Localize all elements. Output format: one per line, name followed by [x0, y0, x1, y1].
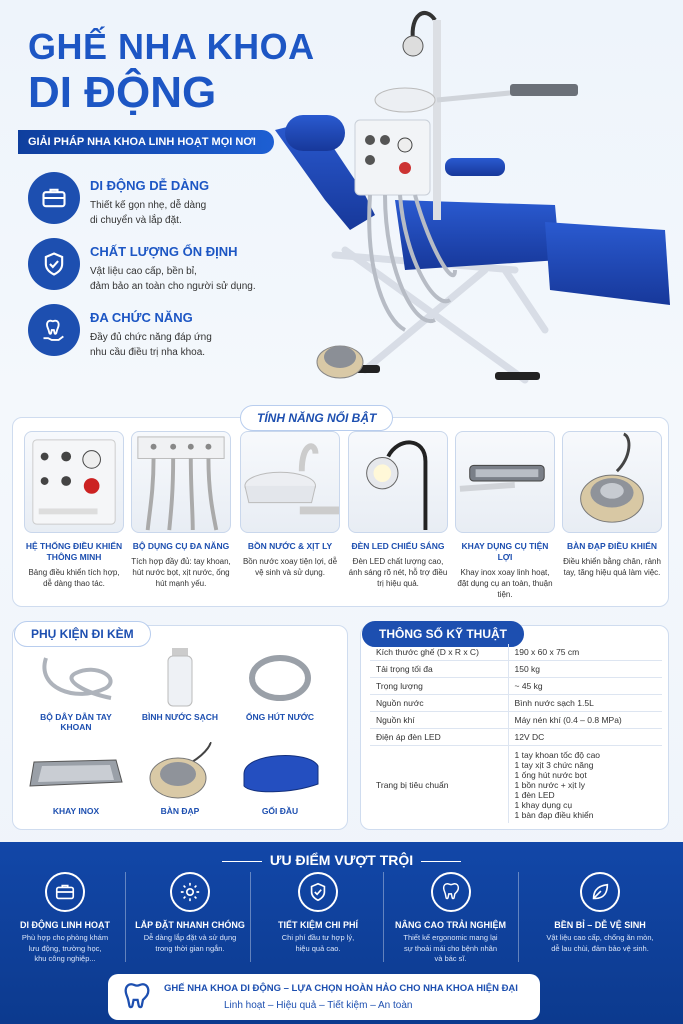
highlight-title: BÀN ĐẠP ĐIỀU KHIỂN — [566, 541, 658, 551]
inox-tray-image — [26, 742, 126, 802]
hero-feature-desc: Thiết kế gọn nhẹ, dễ dàng di chuyển và lắp đặt. — [90, 200, 207, 226]
advantage-desc: Chi phí đầu tư hợp lý, hiệu quả cao. — [281, 933, 355, 953]
slogan-box — [108, 974, 540, 1020]
highlight-title: BỘ DỤNG CỤ ĐA NĂNG — [132, 541, 230, 551]
hero-feature-desc: Đầy đủ chức năng đáp ứng nhu cầu điều trị nha khoa. — [90, 332, 212, 358]
spec-row: Tải trọng tối đa 150 kg — [370, 661, 662, 678]
suction-hose-image — [230, 648, 330, 708]
highlight-card-pedal — [562, 431, 662, 578]
advantage-desc: Dễ dàng lắp đặt và sử dụng trong thời gian ngắn. — [143, 933, 237, 953]
accessory-pedal — [130, 742, 230, 816]
slogan-sub: Linh hoạt – Hiệu quả – Tiết kiệm – An toàn — [224, 1000, 413, 1011]
divider — [125, 872, 126, 962]
spec-row: Trọng lượng ~ 45 kg — [370, 678, 662, 695]
dental-chair-image — [255, 0, 683, 400]
accessory-label: BÌNH NƯỚC SẠCH — [141, 712, 219, 722]
briefcase-icon — [45, 872, 85, 912]
briefcase-icon — [28, 172, 80, 224]
highlight-desc: Bảng điều khiển tích hợp, dễ dàng thao tác. — [28, 568, 120, 588]
highlight-title: ĐÈN LED CHIẾU SÁNG — [351, 541, 445, 551]
control-panel-image — [24, 431, 124, 533]
instrument-tray-image — [455, 431, 555, 533]
hero-feature-title: DI ĐỘNG DỄ DÀNG — [90, 178, 210, 193]
accessory-label: KHAY INOX — [52, 806, 100, 816]
accessory-label: BỘ DÂY DẪN TAY KHOAN — [40, 712, 112, 732]
advantage-install — [130, 872, 250, 954]
highlight-desc: Đèn LED chất lượng cao, ánh sáng rõ nét, hỗ trợ điều trị hiệu quả. — [348, 557, 448, 588]
accessory-label: GỐI ĐẦU — [261, 806, 299, 816]
advantage-durable — [530, 872, 670, 954]
highlight-desc: Tích hợp đầy đủ: tay khoan, hút nước bọt, xịt nước, ống hút mạnh yếu. — [131, 557, 231, 588]
accessory-label: BÀN ĐẠP — [160, 806, 200, 816]
accessory-suction-hose — [230, 648, 330, 722]
advantage-desc: Phù hợp cho phòng khám lưu động, trường học, khu công nghiệp... — [21, 933, 109, 963]
spec-row: Kích thước ghế (D x R x C) 190 x 60 x 75 cm — [370, 644, 662, 661]
accessory-headrest — [230, 742, 330, 816]
slogan-main: GHẾ NHA KHOA DI ĐỘNG – LỰA CHỌN HOÀN HẢO CHO NHA KHOA HIỆN ĐẠI — [164, 983, 518, 994]
led-lamp-image — [348, 431, 448, 533]
title-line-2: DI ĐỘNG — [28, 68, 217, 117]
divider — [250, 872, 251, 962]
accessory-water-bottle — [130, 648, 230, 722]
foot-pedal-image — [562, 431, 662, 533]
advantage-title: TIẾT KIỆM CHI PHÍ — [277, 920, 358, 930]
instrument-set-image — [131, 431, 231, 533]
specs-table — [370, 644, 662, 823]
tooth-icon — [431, 872, 471, 912]
accessory-handpiece-tubing — [26, 648, 126, 732]
highlight-desc: Điều khiển bằng chân, rảnh tay, tăng hiệu quả làm việc. — [563, 557, 661, 577]
advantage-mobility — [5, 872, 125, 965]
advantage-title: BỀN BỈ – DỄ VỆ SINH — [554, 920, 646, 930]
advantage-experience — [388, 872, 513, 965]
advantage-title: LẮP ĐẶT NHANH CHÓNG — [135, 920, 245, 930]
water-bottle-image — [130, 648, 230, 708]
leaf-icon — [580, 872, 620, 912]
tagline-banner: GIẢI PHÁP NHA KHOA LINH HOẠT MỌI NƠI — [18, 130, 274, 154]
headrest-image — [230, 742, 330, 802]
spec-row: Điện áp đèn LED 12V DC — [370, 729, 662, 746]
highlight-title: BỒN NƯỚC & XỊT LY — [247, 541, 333, 551]
hero-feature-title: ĐA CHỨC NĂNG — [90, 310, 193, 325]
gear-icon — [170, 872, 210, 912]
highlight-title: HỆ THỐNG ĐIỀU KHIỂN THÔNG MINH — [25, 541, 123, 562]
highlight-card-instruments — [131, 431, 231, 589]
hero-feature-desc: Vật liệu cao cấp, bền bỉ, đảm bảo an toàn cho người sử dụng. — [90, 266, 256, 292]
advantage-desc: Vật liệu cao cấp, chống ăn mòn, dễ lau chùi, đảm bảo vệ sinh. — [546, 933, 654, 953]
shield-check-icon — [298, 872, 338, 912]
pedal-image — [130, 742, 230, 802]
accessory-label: ỐNG HÚT NƯỚC — [245, 712, 315, 722]
advantage-desc: Thiết kế ergonomic mang lại sự thoải mái cho bệnh nhân và bác sĩ. — [403, 933, 498, 963]
water-basin-image — [240, 431, 340, 533]
highlight-desc: Bồn nước xoay tiện lợi, dễ vệ sinh và sử dụng. — [242, 557, 338, 577]
divider — [383, 872, 384, 962]
accessory-inox-tray — [26, 742, 126, 816]
tooth-hand-icon — [28, 304, 80, 356]
advantages-header: ƯU ĐIỂM VƯỢT TRỘI — [0, 852, 683, 868]
spec-row: Nguồn khí Máy nén khí (0.4 – 0.8 MPa) — [370, 712, 662, 729]
hero-feature-quality — [28, 238, 278, 298]
highlights-header: TÍNH NĂNG NỔI BẬT — [240, 405, 393, 431]
highlight-card-control — [24, 431, 124, 589]
title-line-1: GHẾ NHA KHOA — [28, 26, 315, 67]
tooth-icon — [120, 980, 154, 1014]
shield-check-icon — [28, 238, 80, 290]
spec-row: Nguồn nước Bình nước sạch 1.5L — [370, 695, 662, 712]
tubing-image — [26, 648, 126, 708]
spec-row-standard: Trang bị tiêu chuẩn 1 tay khoan tốc độ cao 1 tay xịt 3 chức năng 1 ống hút nước bọt 1 bồn nước + xịt ly 1 đèn LED 1 khay dụng cụ 1 bàn đạp điều khiển — [370, 746, 662, 824]
specs-header: THÔNG SỐ KỸ THUẬT — [362, 621, 524, 647]
hero-feature-mobility — [28, 172, 278, 232]
highlight-card-basin — [240, 431, 340, 578]
highlight-title: KHAY DỤNG CỤ TIỆN LỢI — [461, 541, 549, 562]
divider — [518, 872, 519, 962]
highlight-card-led — [348, 431, 448, 589]
hero-feature-title: CHẤT LƯỢNG ỔN ĐỊNH — [90, 244, 238, 259]
advantage-title: NÂNG CAO TRẢI NGHIỆM — [395, 920, 506, 930]
advantage-saving — [258, 872, 378, 954]
highlight-card-tray — [455, 431, 555, 600]
accessories-header: PHỤ KIỆN ĐI KÈM — [14, 621, 151, 647]
hero-feature-multifunction — [28, 304, 278, 364]
advantage-title: DI ĐỘNG LINH HOẠT — [20, 920, 110, 930]
highlight-desc: Khay inox xoay linh hoạt, đặt dụng cụ an toàn, thuận tiện. — [457, 568, 553, 599]
